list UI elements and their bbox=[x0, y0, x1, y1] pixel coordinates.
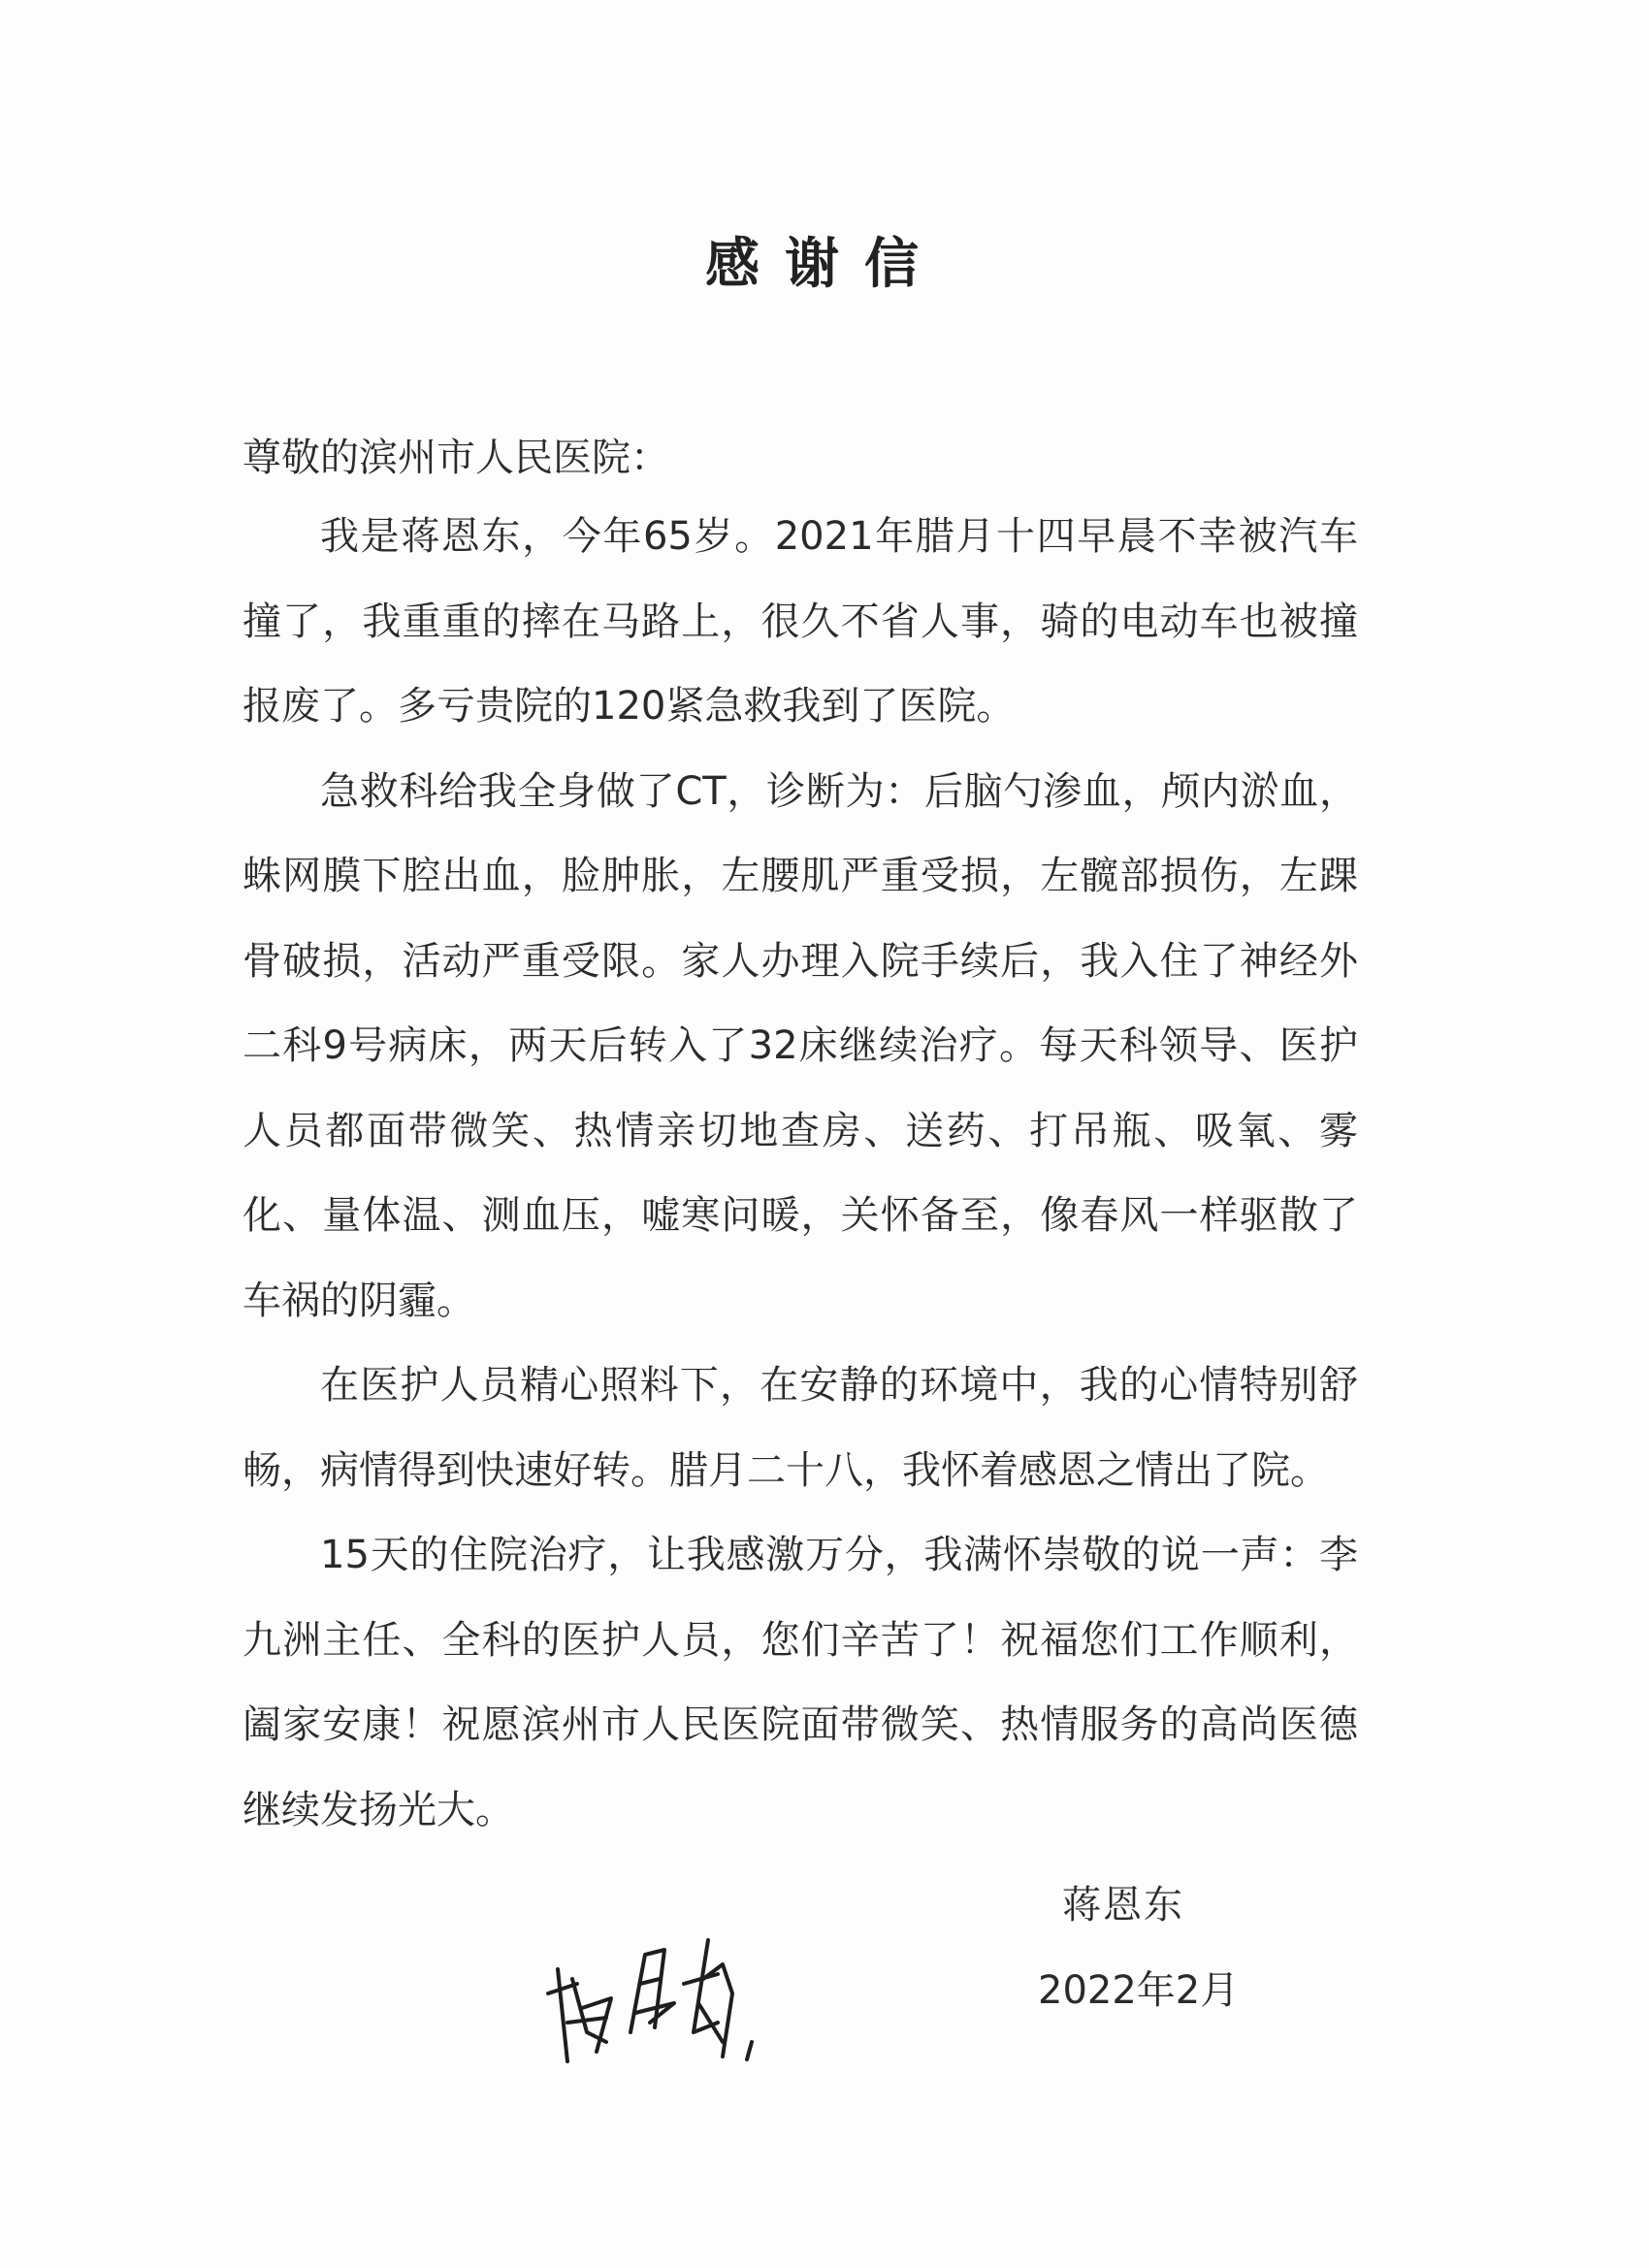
paragraph-4: 15天的住院治疗，让我感激万分，我满怀崇敬的说一声：李九洲主任、全科的医护人员，您们辛苦了！祝福您们工作顺利，阖家安康！祝愿滨州市人民医院面带微笑、热情服务的高尚医德继续发扬光大。 bbox=[242, 1533, 1358, 1832]
salutation: 尊敬的滨州市人民医院： bbox=[242, 436, 669, 480]
handwritten-signature bbox=[538, 1926, 810, 2071]
signer-name: 蒋恩东 bbox=[1062, 1883, 1184, 1928]
paragraph-3: 在医护人员精心照料下，在安静的环境中，我的心情特别舒畅，病情得到快速好转。腊月二十八，我怀着感恩之情出了院。 bbox=[242, 1363, 1358, 1493]
letter-title: 感谢信 bbox=[705, 233, 944, 296]
letter-body bbox=[242, 495, 1358, 1853]
letter-date: 2022年2月 bbox=[1038, 1968, 1240, 2013]
paragraph-2: 急救科给我全身做了CT，诊断为：后脑勺渗血，颅内淤血，蛛网膜下腔出血，脸肿胀，左腰肌严重受损，左髋部损伤，左踝骨破损，活动严重受限。家人办理入院手续后，我入住了神经外二科9号病床，两天后转入了32床继续治疗。每天科领导、医护人员都面带微笑、热情亲切地查房、送药、打吊瓶、吸氧、雾化、量体温、测血压，嘘寒问暖，关怀备至，像春风一样驱散了车祸的阴霾。 bbox=[242, 768, 1358, 1323]
paragraph-1: 我是蒋恩东，今年65岁。2021年腊月十四早晨不幸被汽车撞了，我重重的摔在马路上，很久不省人事，骑的电动车也被撞报废了。多亏贵院的120紧急救我到了医院。 bbox=[242, 514, 1358, 729]
